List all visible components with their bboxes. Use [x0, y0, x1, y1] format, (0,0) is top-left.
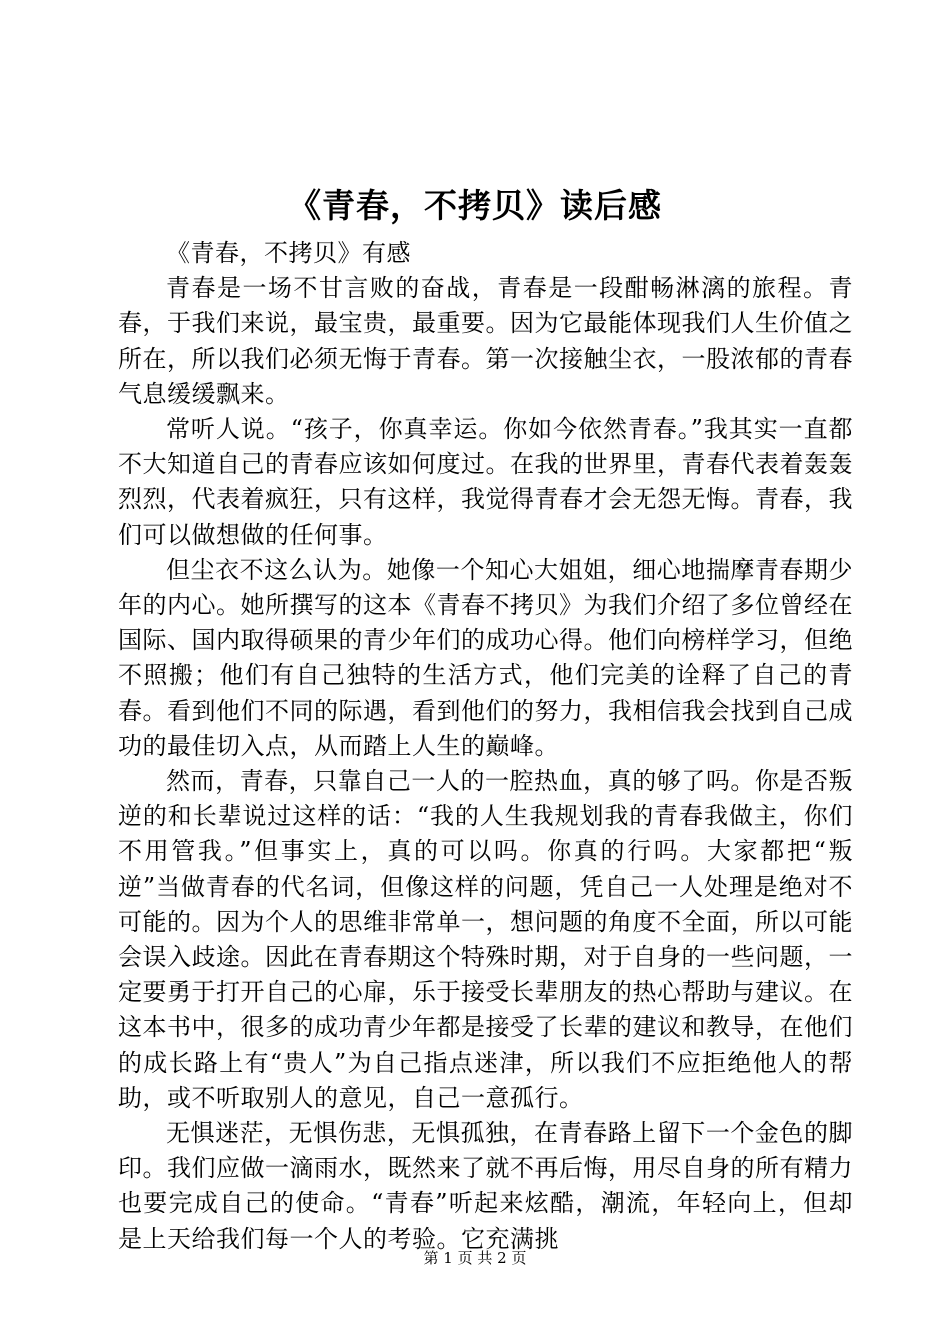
paragraph-2: 常听人说。“孩子，你真幸运。你如今依然青春。”我其实一直都不大知道自己的青春应该如何度过。在我的世界里，青春代表着轰轰烈烈，代表着疯狂，只有这样，我觉得青春才会无怨无悔。青春，我们可以做想做的任何事。: [118, 415, 853, 549]
paragraph-5: 无惧迷茫，无惧伤悲，无惧孤独，在青春路上留下一个金色的脚印。我们应做一滴雨水，既然来了就不再后悔，用尽自身的所有精力也要完成自己的使命。“青春”听起来炫酷，潮流，年轻向上，但却是上天给我们每一个人的考验。它充满挑: [118, 1119, 853, 1253]
document-title: 《青春，不拷贝》读后感: [288, 186, 662, 225]
document-subtitle: 《青春，不拷贝》有感: [166, 239, 411, 267]
page-footer: 第 1 页 共 2 页: [423, 1249, 527, 1267]
paragraph-4: 然而，青春，只靠自己一人的一腔热血，真的够了吗。你是否叛逆的和长辈说过这样的话：“我的人生我规划我的青春我做主，你们不用管我。”但事实上，真的可以吗。你真的行吗。大家都把“叛逆”当做青春的代名词，但像这样的问题，凭自己一人处理是绝对不可能的。因为个人的思维非常单一，想问题的角度不全面，所以可能会误入歧途。因此在青春期这个特殊时期，对于自身的一些问题，一定要勇于打开自己的心扉，乐于接受长辈朋友的热心帮助与建议。在这本书中，很多的成功青少年都是接受了长辈的建议和教导，在他们的成长路上有“贵人”为自己指点迷津，所以我们不应拒绝他人的帮助，或不听取别人的意见，自己一意孤行。: [118, 767, 853, 1112]
paragraph-1: 青春是一场不甘言败的奋战，青春是一段酣畅淋漓的旅程。青春，于我们来说，最宝贵，最重要。因为它最能体现我们人生价值之所在，所以我们必须无悔于青春。第一次接触尘衣，一股浓郁的青春气息缓缓飘来。: [118, 274, 853, 408]
document-body: [118, 236, 853, 1257]
paragraph-3: 但尘衣不这么认为。她像一个知心大姐姐，细心地揣摩青春期少年的内心。她所撰写的这本《青春不拷贝》为我们介绍了多位曾经在国际、国内取得硕果的青少年们的成功心得。他们向榜样学习，但绝不照搬；他们有自己独特的生活方式，他们完美的诠释了自己的青春。看到他们不同的际遇，看到他们的努力，我相信我会找到自己成功的最佳切入点，从而踏上人生的巅峰。: [118, 555, 853, 760]
